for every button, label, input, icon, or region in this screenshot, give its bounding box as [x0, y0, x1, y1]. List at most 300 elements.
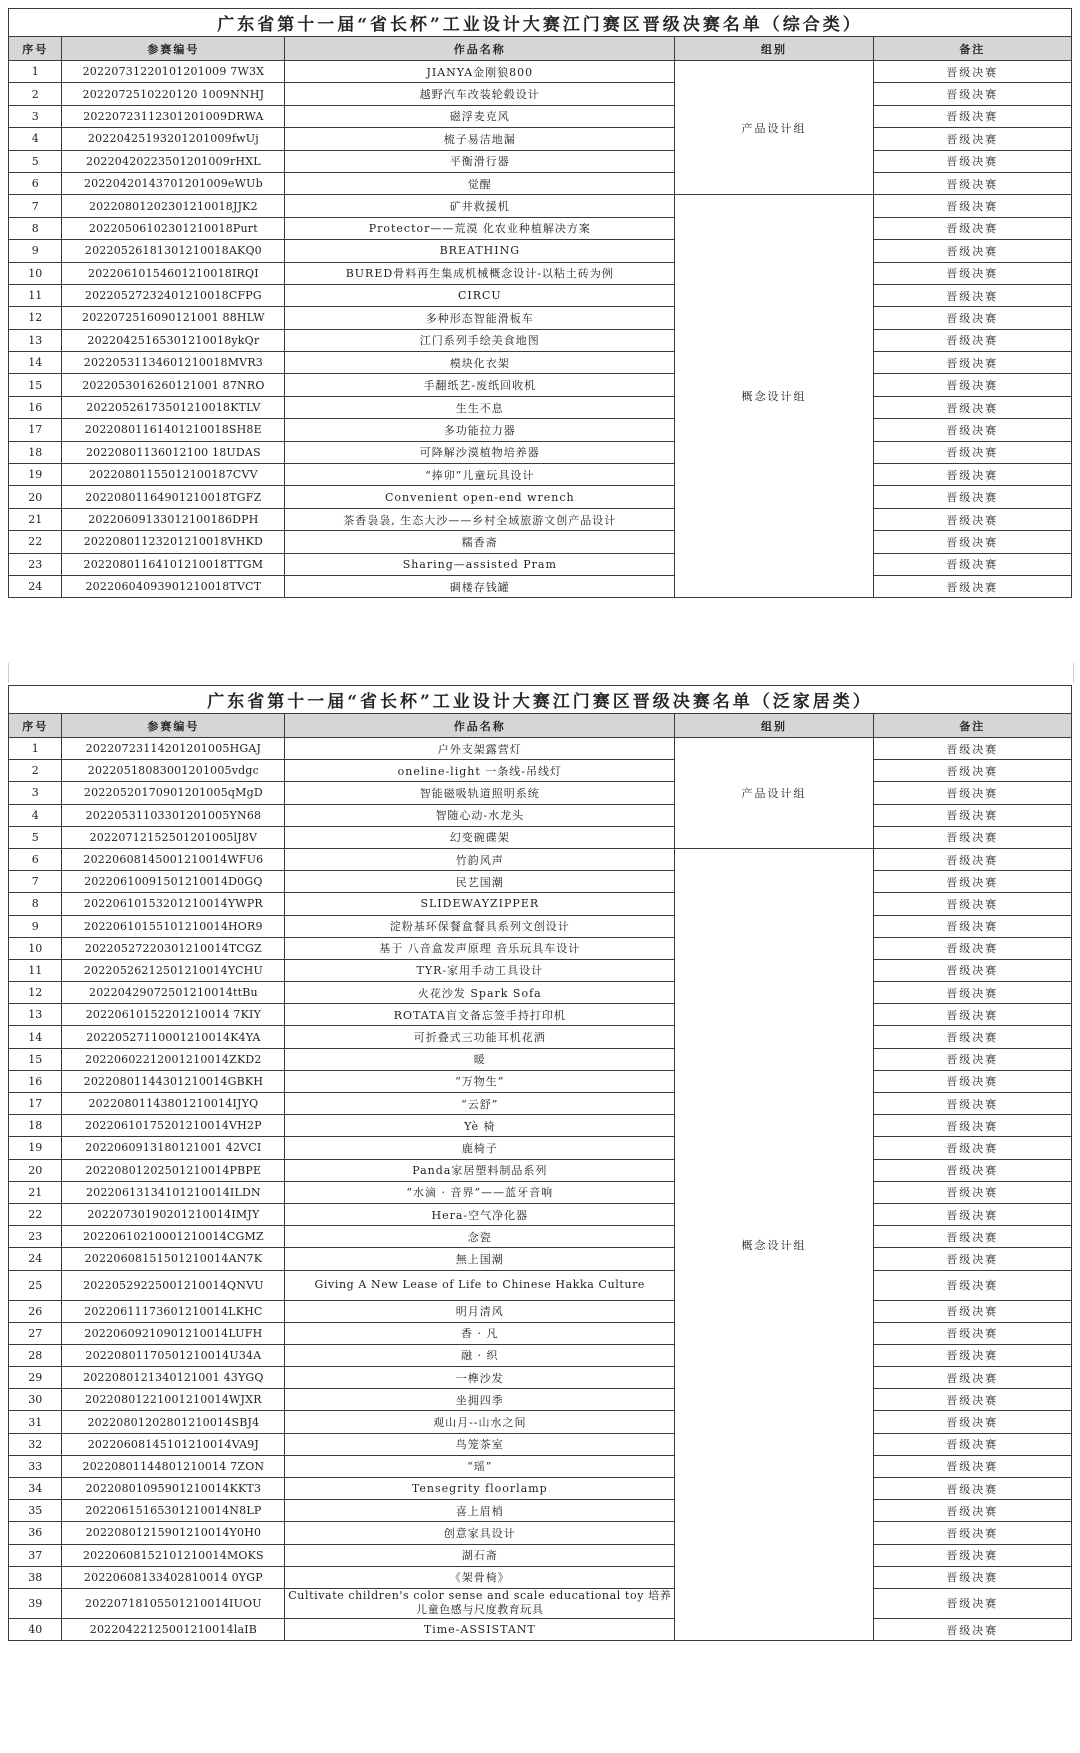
- row-note: 晋级决赛: [873, 240, 1071, 262]
- row-index: 20: [9, 486, 62, 508]
- table-row: [9, 1411, 1072, 1433]
- row-note: 晋级决赛: [873, 937, 1071, 959]
- row-index: 1: [9, 61, 62, 83]
- row-code: 20220611173601210014LKHC: [62, 1300, 285, 1322]
- row-code: 20220422125001210014laIB: [62, 1618, 285, 1640]
- row-note: 晋级决赛: [873, 1270, 1071, 1300]
- row-index: 7: [9, 871, 62, 893]
- table-row: [9, 937, 1072, 959]
- row-note: 晋级决赛: [873, 352, 1071, 374]
- row-note: 晋级决赛: [873, 871, 1071, 893]
- result-table: [8, 8, 1072, 598]
- row-work-name: 觉醒: [285, 172, 675, 194]
- row-work-name: 茶香袅袅, 生态大沙——乡村全域旅游文创产品设计: [285, 508, 675, 530]
- row-index: 35: [9, 1500, 62, 1522]
- row-work-name: 江门系列手绘美食地图: [285, 329, 675, 351]
- row-work-name: “万物生”: [285, 1070, 675, 1092]
- row-work-name: ROTATA盲文备忘签手持打印机: [285, 1004, 675, 1026]
- row-work-name: 湖石斋: [285, 1544, 675, 1566]
- table-row: [9, 172, 1072, 194]
- header-name: 作品名称: [285, 714, 675, 738]
- row-note: 晋级决赛: [873, 486, 1071, 508]
- row-work-name: SLIDEWAYZIPPER: [285, 893, 675, 915]
- row-work-name: Cultivate children's color sense and scale educational toy 培养儿童色感与尺度教育玩具: [285, 1588, 675, 1618]
- table-row: [9, 959, 1072, 981]
- row-work-name: 喜上眉梢: [285, 1500, 675, 1522]
- row-work-name: 平衡滑行器: [285, 150, 675, 172]
- row-code: 20220801161401210018SH8E: [62, 419, 285, 441]
- row-work-name: “云舒”: [285, 1093, 675, 1115]
- row-work-name: “瑶”: [285, 1455, 675, 1477]
- table-row: [9, 553, 1072, 575]
- table-row: [9, 1478, 1072, 1500]
- table-row: [9, 893, 1072, 915]
- row-index: 32: [9, 1433, 62, 1455]
- row-code: 20220723114201201005HGAJ: [62, 738, 285, 760]
- row-work-name: Panda家居塑料制品系列: [285, 1159, 675, 1181]
- row-note: 晋级决赛: [873, 1137, 1071, 1159]
- row-index: 19: [9, 464, 62, 486]
- row-index: 10: [9, 262, 62, 284]
- table-row: [9, 782, 1072, 804]
- group-label: 产品设计组: [675, 61, 873, 195]
- table-row: [9, 262, 1072, 284]
- row-work-name: 鹿椅子: [285, 1137, 675, 1159]
- row-note: 晋级决赛: [873, 441, 1071, 463]
- table-row: [9, 150, 1072, 172]
- row-code: 20220610175201210014VH2P: [62, 1115, 285, 1137]
- table-row: [9, 1093, 1072, 1115]
- row-work-name: JIANYA金刚狼800: [285, 61, 675, 83]
- row-work-name: 融 · 织: [285, 1344, 675, 1366]
- row-code: 20220602212001210014ZKD2: [62, 1048, 285, 1070]
- row-code: 20220731220101201009 7W3X: [62, 61, 285, 83]
- row-code: 20220718105501210014IUOU: [62, 1588, 285, 1618]
- table-row: [9, 1344, 1072, 1366]
- row-code: 20220609133012100186DPH: [62, 508, 285, 530]
- row-index: 24: [9, 1248, 62, 1270]
- table-gap: [8, 663, 1074, 683]
- table-row: [9, 1389, 1072, 1411]
- row-note: 晋级决赛: [873, 1203, 1071, 1225]
- row-index: 16: [9, 396, 62, 418]
- row-work-name: BURED骨料再生集成机械概念设计-以粘土砖为例: [285, 262, 675, 284]
- row-work-name: 户外支架露营灯: [285, 738, 675, 760]
- row-note: 晋级决赛: [873, 553, 1071, 575]
- row-work-name: 鸟笼茶室: [285, 1433, 675, 1455]
- row-code: 20220801202501210014PBPE: [62, 1159, 285, 1181]
- group-label: 产品设计组: [675, 738, 873, 849]
- row-index: 5: [9, 826, 62, 848]
- row-note: 晋级决赛: [873, 782, 1071, 804]
- row-note: 晋级决赛: [873, 1300, 1071, 1322]
- table-row: [9, 1048, 1072, 1070]
- row-work-name: 多功能拉力器: [285, 419, 675, 441]
- row-index: 14: [9, 352, 62, 374]
- row-note: 晋级决赛: [873, 915, 1071, 937]
- row-code: 20220801123201210018VHKD: [62, 531, 285, 553]
- row-index: 1: [9, 738, 62, 760]
- row-code: 20220610154601210018IRQI: [62, 262, 285, 284]
- row-note: 晋级决赛: [873, 826, 1071, 848]
- row-work-name: 竹韵风声: [285, 848, 675, 870]
- row-note: 晋级决赛: [873, 83, 1071, 105]
- row-note: 晋级决赛: [873, 1004, 1071, 1026]
- table-row: [9, 486, 1072, 508]
- table-row: [9, 128, 1072, 150]
- row-index: 8: [9, 893, 62, 915]
- row-code: 2022060913180121001 42VCI: [62, 1137, 285, 1159]
- row-code: 20220610091501210014D0GQ: [62, 871, 285, 893]
- row-note: 晋级决赛: [873, 329, 1071, 351]
- row-index: 21: [9, 508, 62, 530]
- table-row: [9, 396, 1072, 418]
- row-code: 20220518083001201005vdgc: [62, 760, 285, 782]
- row-index: 2: [9, 83, 62, 105]
- row-note: 晋级决赛: [873, 150, 1071, 172]
- row-index: 23: [9, 553, 62, 575]
- row-code: 20220801202301210018JJK2: [62, 195, 285, 217]
- row-work-name: 越野汽车改装轮毂设计: [285, 83, 675, 105]
- row-code: 20220610152201210014 7KIY: [62, 1004, 285, 1026]
- row-index: 27: [9, 1322, 62, 1344]
- row-code: 20220723112301201009DRWA: [62, 105, 285, 127]
- row-index: 4: [9, 804, 62, 826]
- row-code: 20220531103301201005YN68: [62, 804, 285, 826]
- row-work-name: 一榫沙发: [285, 1367, 675, 1389]
- table-row: [9, 441, 1072, 463]
- row-work-name: 智能磁吸轨道照明系统: [285, 782, 675, 804]
- row-code: 20220526173501210018KTLV: [62, 396, 285, 418]
- row-index: 18: [9, 441, 62, 463]
- row-work-name: Yè 椅: [285, 1115, 675, 1137]
- row-code: 20220608151501210014AN7K: [62, 1248, 285, 1270]
- row-note: 晋级决赛: [873, 464, 1071, 486]
- row-note: 晋级决赛: [873, 1093, 1071, 1115]
- header-code: 参赛编号: [62, 37, 285, 61]
- row-index: 9: [9, 240, 62, 262]
- row-index: 22: [9, 1203, 62, 1225]
- table-row: [9, 61, 1072, 83]
- row-note: 晋级决赛: [873, 195, 1071, 217]
- row-note: 晋级决赛: [873, 396, 1071, 418]
- table-row: [9, 575, 1072, 597]
- header-note: 备注: [873, 714, 1071, 738]
- row-index: 11: [9, 284, 62, 306]
- row-work-name: 智随心动-水龙头: [285, 804, 675, 826]
- table-row: [9, 195, 1072, 217]
- row-work-name: 香 · 凡: [285, 1322, 675, 1344]
- row-note: 晋级决赛: [873, 1115, 1071, 1137]
- header-group: 组别: [675, 714, 873, 738]
- row-note: 晋级决赛: [873, 1522, 1071, 1544]
- row-index: 15: [9, 374, 62, 396]
- row-note: 晋级决赛: [873, 1070, 1071, 1092]
- row-code: 2022080121340121001 43YGQ: [62, 1367, 285, 1389]
- row-work-name: 基于 八音盒发声原理 音乐玩具车设计: [285, 937, 675, 959]
- table-row: [9, 1248, 1072, 1270]
- row-work-name: TYR-家用手动工具设计: [285, 959, 675, 981]
- table-row: [9, 1544, 1072, 1566]
- row-note: 晋级决赛: [873, 1322, 1071, 1344]
- row-note: 晋级决赛: [873, 262, 1071, 284]
- row-index: 6: [9, 848, 62, 870]
- header-index: 序号: [9, 714, 62, 738]
- row-code: 20220801144301210014GBKH: [62, 1070, 285, 1092]
- row-code: 20220801136012100 18UDAS: [62, 441, 285, 463]
- row-work-name: 手翻纸艺-废纸回收机: [285, 374, 675, 396]
- row-work-name: 無上国潮: [285, 1248, 675, 1270]
- row-code: 20220801143801210014IJYQ: [62, 1093, 285, 1115]
- row-note: 晋级决赛: [873, 893, 1071, 915]
- row-index: 17: [9, 419, 62, 441]
- table-row: [9, 982, 1072, 1004]
- row-code: 20220801144801210014 7ZON: [62, 1455, 285, 1477]
- row-index: 23: [9, 1226, 62, 1248]
- table-row: [9, 1115, 1072, 1137]
- row-note: 晋级决赛: [873, 1588, 1071, 1618]
- row-index: 13: [9, 329, 62, 351]
- row-note: 晋级决赛: [873, 1159, 1071, 1181]
- row-work-name: Convenient open-end wrench: [285, 486, 675, 508]
- row-work-name: 淀粉基环保餐盒餐具系列文创设计: [285, 915, 675, 937]
- row-index: 15: [9, 1048, 62, 1070]
- table-row: [9, 1433, 1072, 1455]
- row-index: 6: [9, 172, 62, 194]
- row-work-name: 碉楼存钱罐: [285, 575, 675, 597]
- table-row: [9, 1322, 1072, 1344]
- row-work-name: 民艺国潮: [285, 871, 675, 893]
- row-code: 2022072516090121001 88HLW: [62, 307, 285, 329]
- table-row: [9, 284, 1072, 306]
- row-work-name: Hera-空气净化器: [285, 1203, 675, 1225]
- table-row: [9, 1500, 1072, 1522]
- row-work-name: 念瓷: [285, 1226, 675, 1248]
- row-index: 28: [9, 1344, 62, 1366]
- row-code: 20220527220301210014TCGZ: [62, 937, 285, 959]
- row-note: 晋级决赛: [873, 848, 1071, 870]
- row-note: 晋级决赛: [873, 1411, 1071, 1433]
- row-note: 晋级决赛: [873, 61, 1071, 83]
- row-note: 晋级决赛: [873, 1389, 1071, 1411]
- row-index: 31: [9, 1411, 62, 1433]
- row-index: 16: [9, 1070, 62, 1092]
- table-row: [9, 1300, 1072, 1322]
- table-row: [9, 804, 1072, 826]
- row-index: 24: [9, 575, 62, 597]
- row-code: 20220531134601210018MVR3: [62, 352, 285, 374]
- table-row: [9, 374, 1072, 396]
- row-code: 20220526181301210018AKQ0: [62, 240, 285, 262]
- table-row: [9, 105, 1072, 127]
- row-note: 晋级决赛: [873, 374, 1071, 396]
- row-code: 20220506102301210018Purt: [62, 217, 285, 239]
- table-row: [9, 1026, 1072, 1048]
- table-row: [9, 826, 1072, 848]
- row-note: 晋级决赛: [873, 760, 1071, 782]
- row-index: 14: [9, 1026, 62, 1048]
- table-row: [9, 915, 1072, 937]
- table-row: [9, 307, 1072, 329]
- row-code: 20220608133402810014 0YGP: [62, 1566, 285, 1588]
- table-row: [9, 1004, 1072, 1026]
- row-work-name: 生生不息: [285, 396, 675, 418]
- row-note: 晋级决赛: [873, 419, 1071, 441]
- group-label: 概念设计组: [675, 195, 873, 598]
- row-note: 晋级决赛: [873, 1226, 1071, 1248]
- row-index: 18: [9, 1115, 62, 1137]
- row-index: 21: [9, 1181, 62, 1203]
- row-index: 26: [9, 1300, 62, 1322]
- row-code: 2022053016260121001 87NRO: [62, 374, 285, 396]
- row-code: 20220429072501210014ttBu: [62, 982, 285, 1004]
- row-work-name: 《架骨椅》: [285, 1566, 675, 1588]
- row-code: 20220604093901210018TVCT: [62, 575, 285, 597]
- row-note: 晋级决赛: [873, 1433, 1071, 1455]
- row-code: 20220801164901210018TGFZ: [62, 486, 285, 508]
- header-group: 组别: [675, 37, 873, 61]
- row-index: 11: [9, 959, 62, 981]
- row-index: 39: [9, 1588, 62, 1618]
- row-index: 9: [9, 915, 62, 937]
- row-index: 25: [9, 1270, 62, 1300]
- row-note: 晋级决赛: [873, 1478, 1071, 1500]
- row-note: 晋级决赛: [873, 1544, 1071, 1566]
- table-row: [9, 217, 1072, 239]
- table-row: [9, 419, 1072, 441]
- row-note: 晋级决赛: [873, 1500, 1071, 1522]
- table-row: [9, 240, 1072, 262]
- row-work-name: 多种形态智能滑板车: [285, 307, 675, 329]
- row-code: 20220801221001210014WJXR: [62, 1389, 285, 1411]
- row-work-name: 火花沙发 Spark Sofa: [285, 982, 675, 1004]
- table-row: [9, 464, 1072, 486]
- row-note: 晋级决赛: [873, 1455, 1071, 1477]
- row-code: 20220527110001210014K4YA: [62, 1026, 285, 1048]
- result-table: [8, 685, 1072, 1641]
- row-work-name: 坐拥四季: [285, 1389, 675, 1411]
- row-note: 晋级决赛: [873, 128, 1071, 150]
- row-code: 20220608145101210014VA9J: [62, 1433, 285, 1455]
- table-title: 广东省第十一届“省长杯”工业设计大赛江门赛区晋级决赛名单（综合类）: [9, 9, 1072, 37]
- row-work-name: 创意家具设计: [285, 1522, 675, 1544]
- row-index: 2: [9, 760, 62, 782]
- row-code: 20220610153201210014YWPR: [62, 893, 285, 915]
- row-index: 4: [9, 128, 62, 150]
- row-note: 晋级决赛: [873, 105, 1071, 127]
- row-note: 晋级决赛: [873, 982, 1071, 1004]
- row-note: 晋级决赛: [873, 1026, 1071, 1048]
- row-code: 20220801170501210014U34A: [62, 1344, 285, 1366]
- row-work-name: Giving A New Lease of Life to Chinese Hakka Culture: [285, 1270, 675, 1300]
- row-work-name: 观山月--山水之间: [285, 1411, 675, 1433]
- table-row: [9, 760, 1072, 782]
- table-row: [9, 1367, 1072, 1389]
- row-code: 20220425193201201009fwUj: [62, 128, 285, 150]
- row-work-name: 暖: [285, 1048, 675, 1070]
- table-row: [9, 1455, 1072, 1477]
- row-code: 20220712152501201005lJ8V: [62, 826, 285, 848]
- table-row: [9, 1588, 1072, 1618]
- row-work-name: Protector——荒漠 化农业种植解决方案: [285, 217, 675, 239]
- table-row: [9, 1618, 1072, 1640]
- row-work-name: 矿井救援机: [285, 195, 675, 217]
- row-index: 10: [9, 937, 62, 959]
- table-row: [9, 1137, 1072, 1159]
- row-index: 22: [9, 531, 62, 553]
- header-index: 序号: [9, 37, 62, 61]
- row-work-name: CIRCU: [285, 284, 675, 306]
- group-label: 概念设计组: [675, 848, 873, 1640]
- table-row: [9, 531, 1072, 553]
- table-row: [9, 1181, 1072, 1203]
- row-code: 20220801215901210014Y0H0: [62, 1522, 285, 1544]
- table-row: [9, 1226, 1072, 1248]
- row-note: 晋级决赛: [873, 804, 1071, 826]
- row-code: 20220613134101210014ILDN: [62, 1181, 285, 1203]
- row-code: 20220527232401210018CFPG: [62, 284, 285, 306]
- row-note: 晋级决赛: [873, 1367, 1071, 1389]
- row-index: 30: [9, 1389, 62, 1411]
- row-note: 晋级决赛: [873, 531, 1071, 553]
- table-row: [9, 1522, 1072, 1544]
- row-code: 20220610155101210014HOR9: [62, 915, 285, 937]
- row-index: 34: [9, 1478, 62, 1500]
- table-row: [9, 1203, 1072, 1225]
- row-index: 19: [9, 1137, 62, 1159]
- table-row: [9, 1159, 1072, 1181]
- row-index: 5: [9, 150, 62, 172]
- row-index: 36: [9, 1522, 62, 1544]
- row-work-name: 幻变碗碟架: [285, 826, 675, 848]
- table-home-furnishing: [8, 685, 1072, 1641]
- row-code: 20220608145001210014WFU6: [62, 848, 285, 870]
- row-work-name: 明月清风: [285, 1300, 675, 1322]
- row-index: 33: [9, 1455, 62, 1477]
- row-note: 晋级决赛: [873, 217, 1071, 239]
- row-index: 8: [9, 217, 62, 239]
- row-code: 20220425165301210018ykQr: [62, 329, 285, 351]
- table-row: [9, 871, 1072, 893]
- row-work-name: 可降解沙漠植物培养器: [285, 441, 675, 463]
- row-index: 20: [9, 1159, 62, 1181]
- row-code: 20220420143701201009eWUb: [62, 172, 285, 194]
- row-note: 晋级决赛: [873, 1618, 1071, 1640]
- row-code: 20220801155012100187CVV: [62, 464, 285, 486]
- row-index: 3: [9, 105, 62, 127]
- row-code: 20220801202801210014SBJ4: [62, 1411, 285, 1433]
- row-note: 晋级决赛: [873, 738, 1071, 760]
- table-row: [9, 848, 1072, 870]
- table-title: 广东省第十一届“省长杯”工业设计大赛江门赛区晋级决赛名单（泛家居类）: [9, 686, 1072, 714]
- table-row: [9, 83, 1072, 105]
- row-note: 晋级决赛: [873, 1248, 1071, 1270]
- row-index: 12: [9, 307, 62, 329]
- row-index: 12: [9, 982, 62, 1004]
- table-row: [9, 1070, 1072, 1092]
- row-work-name: 糯香斋: [285, 531, 675, 553]
- row-work-name: 可折叠式三功能耳机花洒: [285, 1026, 675, 1048]
- table-row: [9, 508, 1072, 530]
- row-code: 20220529225001210014QNVU: [62, 1270, 285, 1300]
- row-code: 20220615165301210014N8LP: [62, 1500, 285, 1522]
- row-note: 晋级决赛: [873, 508, 1071, 530]
- row-note: 晋级决赛: [873, 1566, 1071, 1588]
- row-code: 2022072510220120 1009NNHJ: [62, 83, 285, 105]
- row-code: 20220420223501201009rHXL: [62, 150, 285, 172]
- header-note: 备注: [873, 37, 1071, 61]
- row-note: 晋级决赛: [873, 959, 1071, 981]
